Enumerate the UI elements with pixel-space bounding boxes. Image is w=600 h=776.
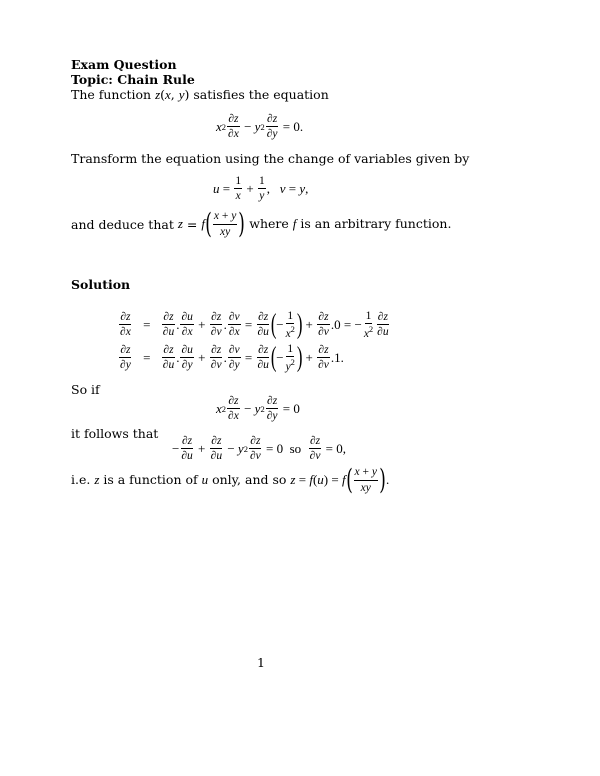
topic-title: Topic: Chain Rule xyxy=(71,72,195,87)
so-if-equation: x 2 $\frac{\partial z}{\partial x}$ − y 2 $\frac{\partial z}{\partial y}$ = 0 xyxy=(216,395,300,423)
deduce-prefix: and deduce that xyxy=(71,216,174,232)
follows-text: it follows that xyxy=(71,426,159,441)
follows-equation: − $\frac{\partial z}{\partial u}$ + $\frac{\partial z}{\partial u}$ − y 2 $\frac{\partial z}{\partial v}$ = 0 so $\frac{\partial z}{\partial v}$ = 0, xyxy=(172,435,347,463)
change-of-variables: u = $\frac{1}{x}$ + $\frac{1}{y}$ , v = y , xyxy=(213,175,309,203)
deduce-suffix: where f is an arbitrary function. xyxy=(249,216,452,231)
transform-text: Transform the equation using the change of variables given by xyxy=(71,151,470,166)
conclusion-line: i.e. z is a function of u only, and so z = f(u) = f ( $\frac{x + y}{xy}$ ) . xyxy=(71,463,390,496)
page-number: 1 xyxy=(257,655,265,670)
given-equation: x 2 $\frac{\partial z}{\partial x}$ − y 2 $\frac{\partial z}{\partial y}$ = 0. xyxy=(216,113,304,141)
solution-line-dx: $\frac{\partial z}{\partial x}$ = $\frac{\partial z}{\partial u}$ . $\frac{\partial u}{\partial x}$ + $\frac{\partial z}{\partial v}$ . $\frac{\partial v}{\partial x}$ = $\frac{\partial z}{\partial u}$ ( − $\frac{1}{x^2}$ ) + $\frac{\partial z}{\partial v}$ .0 = − $\frac{1}{x^2}$ $\frac{\partial z}{\partial u}$ xyxy=(120,308,389,340)
solution-heading: Solution xyxy=(71,277,131,292)
solution-line-dy: $\frac{\partial z}{\partial y}$ = $\frac{\partial z}{\partial u}$ . $\frac{\partial u}{\partial y}$ + $\frac{\partial z}{\partial v}$ . $\frac{\partial v}{\partial y}$ = $\frac{\partial z}{\partial u}$ ( − $\frac{1}{y^2}$ ) + $\frac{\partial z}{\partial v}$ .1. xyxy=(120,341,344,373)
exam-title: Exam Question xyxy=(71,57,177,72)
deduce-line: and deduce that z = f ( $\frac{x + y}{xy}$ ) where f is an arbitrary function. xyxy=(71,207,452,240)
question-intro: The function z(x, y) satisfies the equation xyxy=(71,87,329,102)
conclusion-text: i.e. z is a function of u only, and so xyxy=(71,472,287,487)
so-if-text: So if xyxy=(71,382,100,397)
